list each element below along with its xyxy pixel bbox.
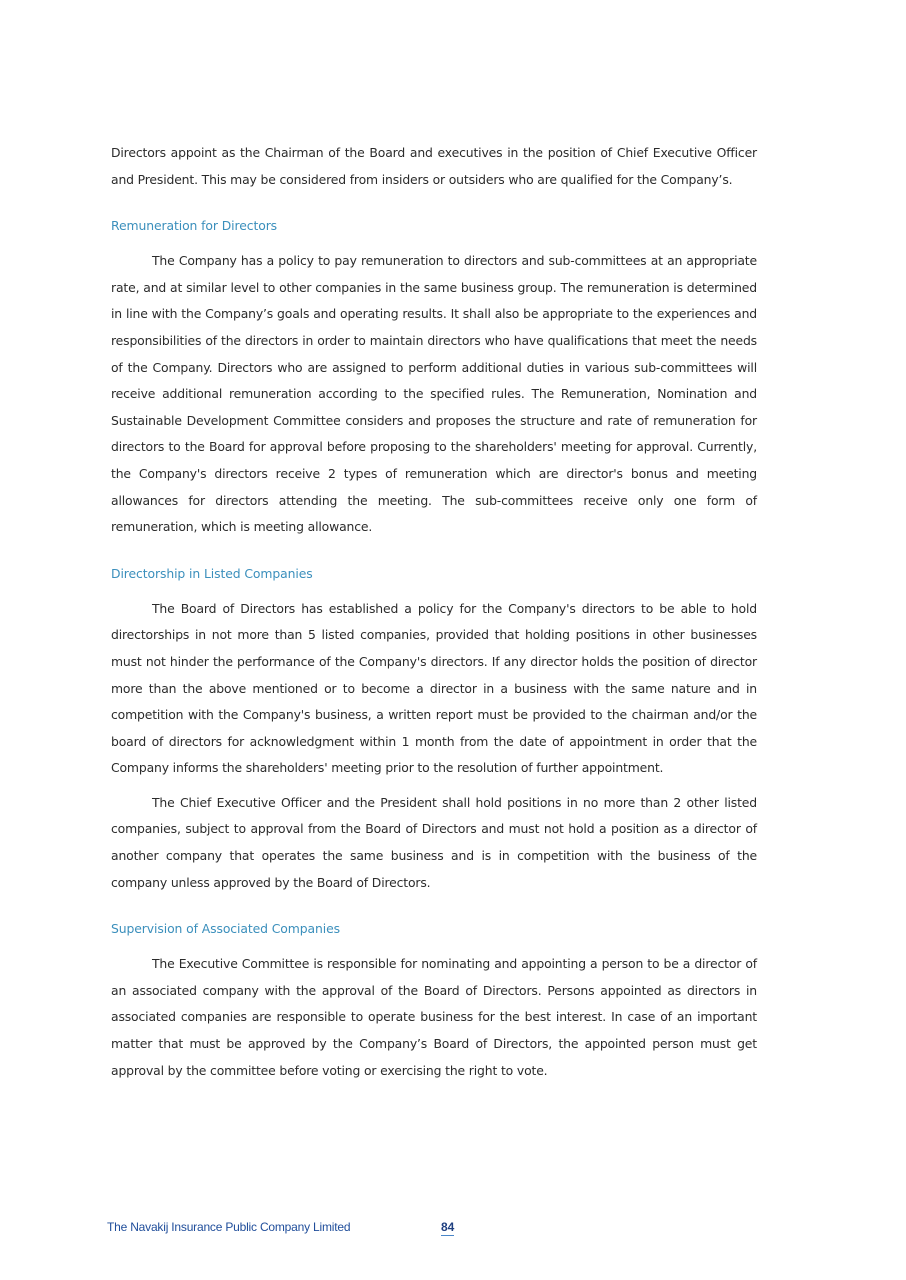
section-heading-remuneration: Remuneration for Directors (111, 218, 278, 234)
footer-company-name: The Navakij Insurance Public Company Limited (107, 1220, 351, 1234)
supervision-paragraph: The Executive Committee is responsible for nominating and appointing a person to be a director of an associated company with the approval of the Board of Directors. Persons appointed as directors in associated companies are responsible to operate business for the best interest. In case of an important matter that must be approved by the Company’s Board of Directors, the appointed person must get approval by the committee before voting or exercising the right to vote. (111, 956, 757, 1078)
intro-paragraph: Directors appoint as the Chairman of the Board and executives in the position of Chief Executive Officer and President. This may be considered from insiders or outsiders who are qualified for the Company’s. (111, 145, 757, 187)
section-heading-supervision: Supervision of Associated Companies (111, 921, 340, 937)
page-number: 84 (441, 1220, 455, 1234)
remuneration-paragraph: The Company has a policy to pay remuneration to directors and sub-committees at an appropriate rate, and at similar level to other companies in the same business group. The remuneration is determined in line with the Company’s goals and operating results. It shall also be appropriate to the experiences and responsibilities of the directors in order to maintain directors who have qualifications that meet the needs of the Company. Directors who are assigned to perform additional duties in various sub-committees will receive additional remuneration according to the specified rules. The Remuneration, Nomination and Sustainable Development Committee considers and proposes the structure and rate of remuneration for directors to the Board for approval before proposing to the shareholders' meeting for approval. Currently, the Company's directors receive 2 types of remuneration which are director's bonus and meeting allowances for directors attending the meeting. The sub-committees receive only one form of remuneration, which is meeting allowance. (111, 253, 757, 535)
directorship-paragraph-2: The Chief Executive Officer and the President shall hold positions in no more than 2 other listed companies, subject to approval from the Board of Directors and must not hold a position as a director of another company that operates the same business and is in competition with the business of the company unless approved by the Board of Directors. (111, 794, 757, 890)
page-content (111, 140, 757, 1084)
section-heading-directorship: Directorship in Listed Companies (111, 565, 313, 581)
page-footer (107, 1220, 467, 1240)
directorship-paragraph-1: The Board of Directors has established a policy for the Company's directors to be able to hold directorships in not more than 5 listed companies, provided that holding positions in other businesses must not hinder the performance of the Company's directors. If any director holds the position of director more than the above mentioned or to become a director in a business with the same nature and in competition with the Company's business, a written report must be provided to the chairman and/or the board of directors for acknowledgment within 1 month from the date of appointment in order that the Company informs the shareholders' meeting prior to the resolution of further appointment. (111, 600, 757, 776)
